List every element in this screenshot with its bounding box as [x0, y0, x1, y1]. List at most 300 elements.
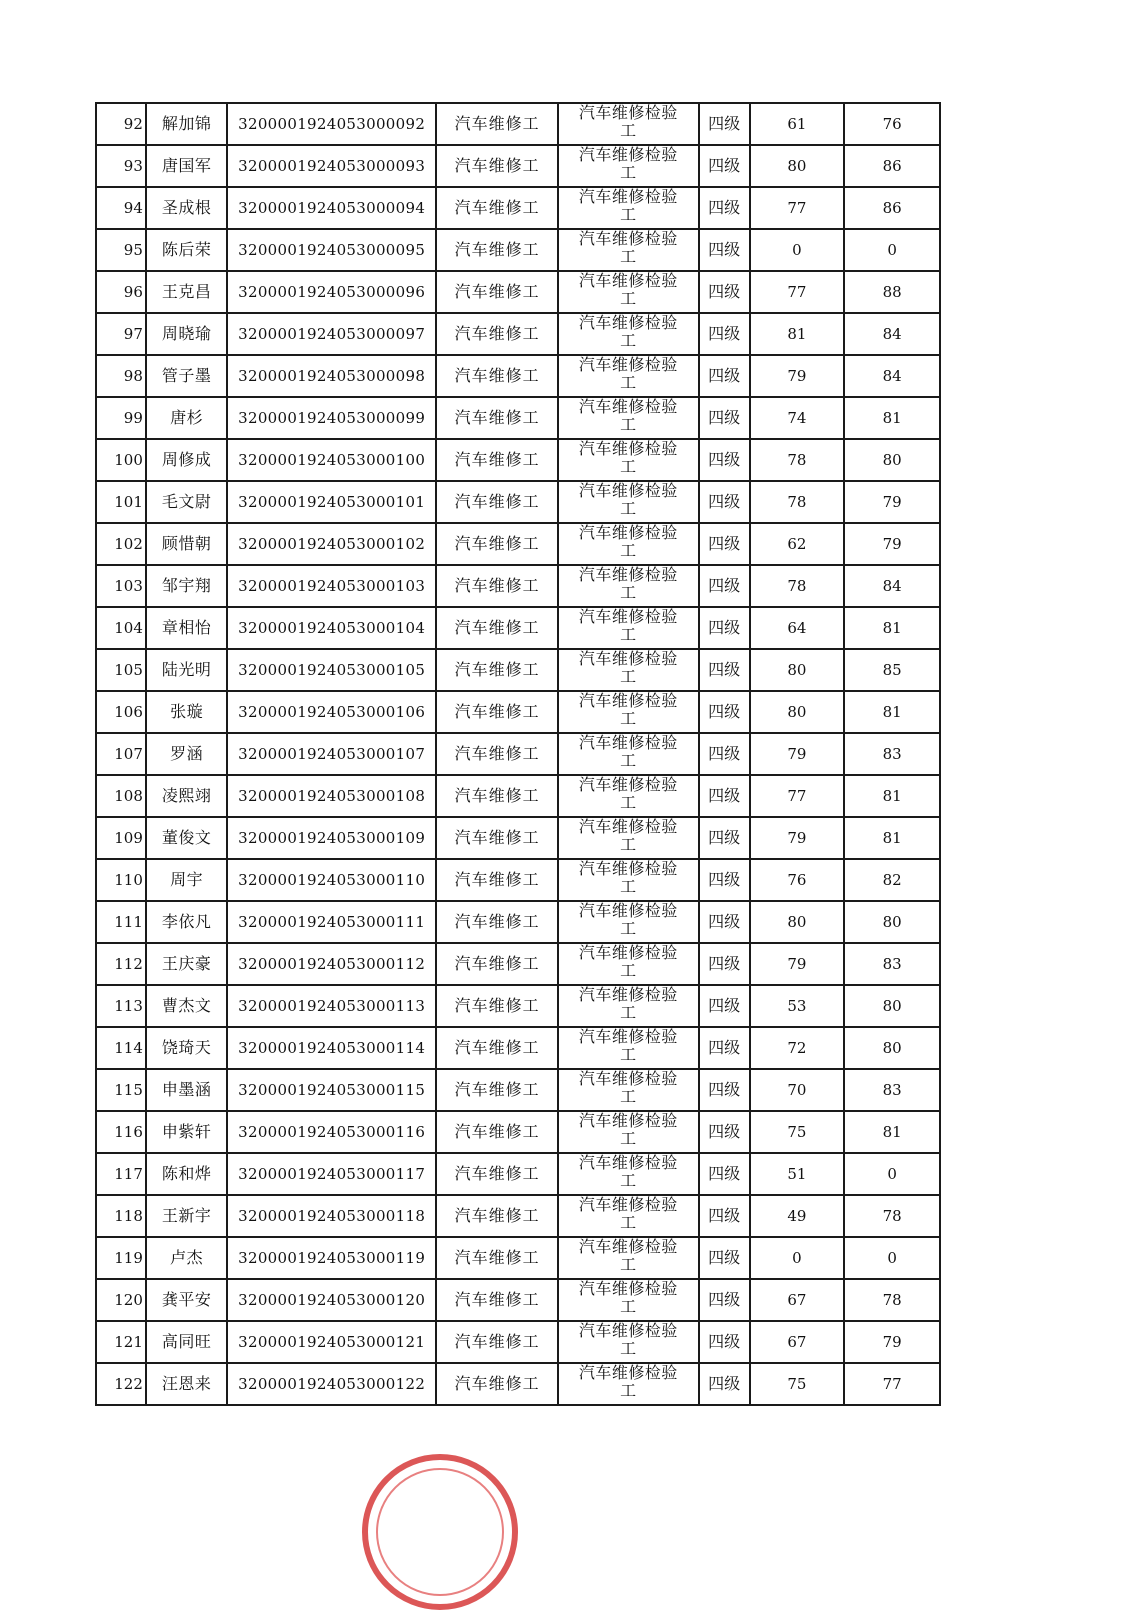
job-line-1: 汽车维修检验 — [578, 691, 678, 710]
cell-job — [558, 1279, 698, 1321]
cell-level: 四级 — [699, 187, 750, 229]
cell-level: 四级 — [699, 985, 750, 1027]
cell-theory-score: 80 — [750, 145, 845, 187]
cell-cert-id: 3200001924053000115 — [227, 1069, 436, 1111]
job-line-1: 汽车维修检验 — [578, 103, 678, 122]
cell-level: 四级 — [699, 1321, 750, 1363]
cell-theory-score: 79 — [750, 733, 845, 775]
cell-occupation: 汽车维修工 — [436, 775, 558, 817]
cell-seq: 111 — [96, 901, 146, 943]
cell-occupation: 汽车维修工 — [436, 607, 558, 649]
cell-occupation: 汽车维修工 — [436, 817, 558, 859]
cell-cert-id: 3200001924053000121 — [227, 1321, 436, 1363]
cell-theory-score: 53 — [750, 985, 845, 1027]
job-line-2: 工 — [620, 1297, 637, 1316]
job-line-2: 工 — [620, 1213, 637, 1232]
cell-theory-score: 76 — [750, 859, 845, 901]
cell-practice-score: 84 — [844, 313, 940, 355]
cell-practice-score: 82 — [844, 859, 940, 901]
job-line-2: 工 — [620, 205, 637, 224]
job-line-2: 工 — [620, 247, 637, 266]
job-line-2: 工 — [620, 373, 637, 392]
cell-occupation: 汽车维修工 — [436, 1363, 558, 1405]
cell-theory-score: 64 — [750, 607, 845, 649]
cell-seq: 117 — [96, 1153, 146, 1195]
cell-seq: 121 — [96, 1321, 146, 1363]
cell-occupation: 汽车维修工 — [436, 1153, 558, 1195]
cell-level: 四级 — [699, 1069, 750, 1111]
cell-theory-score: 72 — [750, 1027, 845, 1069]
table-row — [96, 187, 940, 229]
cell-theory-score: 79 — [750, 943, 845, 985]
table-row — [96, 775, 940, 817]
cell-job — [558, 439, 698, 481]
cell-cert-id: 3200001924053000098 — [227, 355, 436, 397]
cell-seq: 114 — [96, 1027, 146, 1069]
table-row — [96, 943, 940, 985]
job-line-2: 工 — [620, 541, 637, 560]
job-line-1: 汽车维修检验 — [578, 481, 678, 500]
cell-cert-id: 3200001924053000108 — [227, 775, 436, 817]
table-row — [96, 1195, 940, 1237]
job-line-1: 汽车维修检验 — [578, 523, 678, 542]
cell-job — [558, 859, 698, 901]
cell-practice-score: 85 — [844, 649, 940, 691]
table-row — [96, 1027, 940, 1069]
job-line-1: 汽车维修检验 — [578, 229, 678, 248]
job-line-2: 工 — [620, 961, 637, 980]
cell-theory-score: 81 — [750, 313, 845, 355]
cell-level: 四级 — [699, 859, 750, 901]
cell-cert-id: 3200001924053000112 — [227, 943, 436, 985]
cell-theory-score: 67 — [750, 1321, 845, 1363]
cell-name: 龚平安 — [146, 1279, 227, 1321]
cell-seq: 116 — [96, 1111, 146, 1153]
cell-theory-score: 67 — [750, 1279, 845, 1321]
table-row — [96, 145, 940, 187]
cell-theory-score: 61 — [750, 103, 845, 145]
cell-seq: 94 — [96, 187, 146, 229]
job-line-1: 汽车维修检验 — [578, 1111, 678, 1130]
cell-theory-score: 49 — [750, 1195, 845, 1237]
job-line-1: 汽车维修检验 — [578, 649, 678, 668]
cell-job — [558, 1195, 698, 1237]
cell-seq: 103 — [96, 565, 146, 607]
job-line-2: 工 — [620, 1003, 637, 1022]
table-row — [96, 397, 940, 439]
cell-occupation: 汽车维修工 — [436, 439, 558, 481]
cell-theory-score: 77 — [750, 775, 845, 817]
cell-name: 李依凡 — [146, 901, 227, 943]
cell-practice-score: 84 — [844, 565, 940, 607]
cell-cert-id: 3200001924053000113 — [227, 985, 436, 1027]
cell-theory-score: 78 — [750, 439, 845, 481]
table-row — [96, 607, 940, 649]
job-line-1: 汽车维修检验 — [578, 187, 678, 206]
table-row — [96, 1111, 940, 1153]
cell-practice-score: 81 — [844, 1111, 940, 1153]
table-row — [96, 229, 940, 271]
cell-practice-score: 79 — [844, 1321, 940, 1363]
job-line-2: 工 — [620, 1255, 637, 1274]
table-row — [96, 271, 940, 313]
job-line-1: 汽车维修检验 — [578, 901, 678, 920]
cell-cert-id: 3200001924053000109 — [227, 817, 436, 859]
cell-seq: 112 — [96, 943, 146, 985]
seal-clip — [340, 1470, 540, 1610]
cell-practice-score: 80 — [844, 439, 940, 481]
table-row — [96, 901, 940, 943]
cell-job — [558, 187, 698, 229]
cell-cert-id: 3200001924053000103 — [227, 565, 436, 607]
cell-practice-score: 80 — [844, 985, 940, 1027]
job-line-2: 工 — [620, 331, 637, 350]
cell-job — [558, 607, 698, 649]
cell-cert-id: 3200001924053000094 — [227, 187, 436, 229]
cell-theory-score: 79 — [750, 817, 845, 859]
cell-level: 四级 — [699, 355, 750, 397]
cell-seq: 95 — [96, 229, 146, 271]
cell-job — [558, 943, 698, 985]
cell-level: 四级 — [699, 1153, 750, 1195]
cell-theory-score: 75 — [750, 1111, 845, 1153]
cell-practice-score: 81 — [844, 691, 940, 733]
job-line-2: 工 — [620, 415, 637, 434]
cell-practice-score: 84 — [844, 355, 940, 397]
job-line-2: 工 — [620, 457, 637, 476]
job-line-1: 汽车维修检验 — [578, 439, 678, 458]
cell-name: 周晓瑜 — [146, 313, 227, 355]
cell-occupation: 汽车维修工 — [436, 145, 558, 187]
cell-cert-id: 3200001924053000097 — [227, 313, 436, 355]
cell-level: 四级 — [699, 145, 750, 187]
cell-level: 四级 — [699, 229, 750, 271]
cell-job — [558, 1321, 698, 1363]
cell-seq: 105 — [96, 649, 146, 691]
cell-theory-score: 80 — [750, 649, 845, 691]
cell-theory-score: 79 — [750, 355, 845, 397]
cell-cert-id: 3200001924053000111 — [227, 901, 436, 943]
cell-occupation: 汽车维修工 — [436, 1279, 558, 1321]
cell-theory-score: 77 — [750, 187, 845, 229]
cell-job — [558, 775, 698, 817]
cell-occupation: 汽车维修工 — [436, 901, 558, 943]
cell-name: 毛文尉 — [146, 481, 227, 523]
cell-level: 四级 — [699, 817, 750, 859]
table-row — [96, 481, 940, 523]
cell-level: 四级 — [699, 481, 750, 523]
cell-occupation: 汽车维修工 — [436, 985, 558, 1027]
cell-level: 四级 — [699, 1237, 750, 1279]
cell-job — [558, 1363, 698, 1405]
cell-theory-score: 74 — [750, 397, 845, 439]
cell-job — [558, 1111, 698, 1153]
cell-seq: 93 — [96, 145, 146, 187]
table-row — [96, 649, 940, 691]
cell-practice-score: 86 — [844, 145, 940, 187]
job-line-2: 工 — [620, 919, 637, 938]
cell-practice-score: 83 — [844, 943, 940, 985]
cell-job — [558, 1153, 698, 1195]
cell-name: 周宇 — [146, 859, 227, 901]
job-line-2: 工 — [620, 667, 637, 686]
cell-name: 唐杉 — [146, 397, 227, 439]
cell-seq: 106 — [96, 691, 146, 733]
cell-seq: 104 — [96, 607, 146, 649]
cell-name: 曹杰文 — [146, 985, 227, 1027]
cell-job — [558, 733, 698, 775]
cell-job — [558, 397, 698, 439]
cell-practice-score: 83 — [844, 733, 940, 775]
job-line-2: 工 — [620, 835, 637, 854]
cell-practice-score: 83 — [844, 1069, 940, 1111]
job-line-1: 汽车维修检验 — [578, 397, 678, 416]
table-row — [96, 1321, 940, 1363]
table-row — [96, 355, 940, 397]
cell-name: 张璇 — [146, 691, 227, 733]
cell-cert-id: 3200001924053000106 — [227, 691, 436, 733]
cell-job — [558, 565, 698, 607]
table-row — [96, 691, 940, 733]
cell-practice-score: 77 — [844, 1363, 940, 1405]
cell-job — [558, 1237, 698, 1279]
cell-seq: 97 — [96, 313, 146, 355]
cell-theory-score: 0 — [750, 229, 845, 271]
cell-occupation: 汽车维修工 — [436, 271, 558, 313]
cell-name: 圣成根 — [146, 187, 227, 229]
job-line-1: 汽车维修检验 — [578, 817, 678, 836]
cell-seq: 96 — [96, 271, 146, 313]
cell-name: 王克昌 — [146, 271, 227, 313]
cell-cert-id: 3200001924053000116 — [227, 1111, 436, 1153]
cell-occupation: 汽车维修工 — [436, 1321, 558, 1363]
cell-job — [558, 271, 698, 313]
cell-practice-score: 81 — [844, 397, 940, 439]
cell-cert-id: 3200001924053000102 — [227, 523, 436, 565]
cell-name: 解加锦 — [146, 103, 227, 145]
cell-cert-id: 3200001924053000122 — [227, 1363, 436, 1405]
job-line-1: 汽车维修检验 — [578, 1069, 678, 1088]
cell-job — [558, 355, 698, 397]
cell-practice-score: 78 — [844, 1195, 940, 1237]
job-line-2: 工 — [620, 163, 637, 182]
cell-occupation: 汽车维修工 — [436, 397, 558, 439]
cell-cert-id: 3200001924053000118 — [227, 1195, 436, 1237]
cell-job — [558, 691, 698, 733]
cell-name: 唐国军 — [146, 145, 227, 187]
cell-seq: 108 — [96, 775, 146, 817]
cell-level: 四级 — [699, 439, 750, 481]
cell-name: 陆光明 — [146, 649, 227, 691]
table-row — [96, 1363, 940, 1405]
cell-job — [558, 523, 698, 565]
cell-theory-score: 51 — [750, 1153, 845, 1195]
job-line-1: 汽车维修检验 — [578, 1279, 678, 1298]
cell-level: 四级 — [699, 607, 750, 649]
cell-name: 邹宇翔 — [146, 565, 227, 607]
cell-name: 饶琦天 — [146, 1027, 227, 1069]
cell-occupation: 汽车维修工 — [436, 229, 558, 271]
cell-practice-score: 80 — [844, 1027, 940, 1069]
cell-name: 申墨涵 — [146, 1069, 227, 1111]
job-line-2: 工 — [620, 751, 637, 770]
cell-cert-id: 3200001924053000114 — [227, 1027, 436, 1069]
cell-practice-score: 88 — [844, 271, 940, 313]
table-row — [96, 985, 940, 1027]
job-line-2: 工 — [620, 793, 637, 812]
results-sheet — [95, 102, 941, 1406]
cell-occupation: 汽车维修工 — [436, 1027, 558, 1069]
cell-seq: 109 — [96, 817, 146, 859]
job-line-1: 汽车维修检验 — [578, 1237, 678, 1256]
cell-job — [558, 1069, 698, 1111]
cell-level: 四级 — [699, 649, 750, 691]
job-line-1: 汽车维修检验 — [578, 313, 678, 332]
cell-level: 四级 — [699, 691, 750, 733]
cell-name: 卢杰 — [146, 1237, 227, 1279]
cell-cert-id: 3200001924053000104 — [227, 607, 436, 649]
table-row — [96, 733, 940, 775]
cell-level: 四级 — [699, 1111, 750, 1153]
cell-cert-id: 3200001924053000095 — [227, 229, 436, 271]
cell-practice-score: 80 — [844, 901, 940, 943]
cell-practice-score: 79 — [844, 523, 940, 565]
job-line-2: 工 — [620, 1045, 637, 1064]
cell-cert-id: 3200001924053000105 — [227, 649, 436, 691]
job-line-1: 汽车维修检验 — [578, 1195, 678, 1214]
job-line-1: 汽车维修检验 — [578, 1027, 678, 1046]
table-row — [96, 817, 940, 859]
cell-seq: 101 — [96, 481, 146, 523]
cell-name: 陈后荣 — [146, 229, 227, 271]
cell-occupation: 汽车维修工 — [436, 103, 558, 145]
job-line-2: 工 — [620, 499, 637, 518]
cell-theory-score: 75 — [750, 1363, 845, 1405]
job-line-2: 工 — [620, 583, 637, 602]
cell-occupation: 汽车维修工 — [436, 859, 558, 901]
job-line-1: 汽车维修检验 — [578, 859, 678, 878]
cell-seq: 100 — [96, 439, 146, 481]
cell-practice-score: 81 — [844, 817, 940, 859]
table-row — [96, 565, 940, 607]
cell-level: 四级 — [699, 565, 750, 607]
cell-job — [558, 1027, 698, 1069]
cell-occupation: 汽车维修工 — [436, 691, 558, 733]
cell-level: 四级 — [699, 901, 750, 943]
job-line-2: 工 — [620, 709, 637, 728]
cell-theory-score: 70 — [750, 1069, 845, 1111]
cell-practice-score: 76 — [844, 103, 940, 145]
cell-theory-score: 78 — [750, 481, 845, 523]
cell-seq: 110 — [96, 859, 146, 901]
cell-practice-score: 81 — [844, 775, 940, 817]
cell-occupation: 汽车维修工 — [436, 733, 558, 775]
cell-seq: 98 — [96, 355, 146, 397]
cell-level: 四级 — [699, 775, 750, 817]
cell-occupation: 汽车维修工 — [436, 649, 558, 691]
cell-cert-id: 3200001924053000100 — [227, 439, 436, 481]
cell-job — [558, 313, 698, 355]
job-line-2: 工 — [620, 625, 637, 644]
cell-seq: 92 — [96, 103, 146, 145]
cell-occupation: 汽车维修工 — [436, 313, 558, 355]
cell-seq: 120 — [96, 1279, 146, 1321]
cell-practice-score: 0 — [844, 1237, 940, 1279]
job-line-2: 工 — [620, 121, 637, 140]
job-line-1: 汽车维修检验 — [578, 1363, 678, 1382]
table-row — [96, 439, 940, 481]
cell-job — [558, 229, 698, 271]
cell-name: 汪恩来 — [146, 1363, 227, 1405]
cell-occupation: 汽车维修工 — [436, 1195, 558, 1237]
table-row — [96, 523, 940, 565]
cell-name: 董俊文 — [146, 817, 227, 859]
cell-theory-score: 77 — [750, 271, 845, 313]
cell-job — [558, 145, 698, 187]
cell-theory-score: 80 — [750, 901, 845, 943]
job-line-2: 工 — [620, 1381, 637, 1400]
job-line-1: 汽车维修检验 — [578, 607, 678, 626]
table-row — [96, 103, 940, 145]
cell-level: 四级 — [699, 1363, 750, 1405]
cell-occupation: 汽车维修工 — [436, 943, 558, 985]
cell-seq: 119 — [96, 1237, 146, 1279]
cell-cert-id: 3200001924053000099 — [227, 397, 436, 439]
table-row — [96, 1279, 940, 1321]
cell-level: 四级 — [699, 523, 750, 565]
cell-occupation: 汽车维修工 — [436, 1069, 558, 1111]
cell-occupation: 汽车维修工 — [436, 481, 558, 523]
cell-cert-id: 3200001924053000092 — [227, 103, 436, 145]
job-line-1: 汽车维修检验 — [578, 355, 678, 374]
cell-level: 四级 — [699, 103, 750, 145]
cell-practice-score: 86 — [844, 187, 940, 229]
cell-occupation: 汽车维修工 — [436, 355, 558, 397]
table-row — [96, 313, 940, 355]
job-line-1: 汽车维修检验 — [578, 1153, 678, 1172]
cell-name: 王庆豪 — [146, 943, 227, 985]
cell-seq: 102 — [96, 523, 146, 565]
cell-job — [558, 817, 698, 859]
table-row — [96, 1237, 940, 1279]
cell-level: 四级 — [699, 1027, 750, 1069]
cell-name: 周修成 — [146, 439, 227, 481]
job-line-2: 工 — [620, 1087, 637, 1106]
cell-seq: 113 — [96, 985, 146, 1027]
cell-theory-score: 78 — [750, 565, 845, 607]
cell-theory-score: 62 — [750, 523, 845, 565]
job-line-1: 汽车维修检验 — [578, 985, 678, 1004]
cell-job — [558, 901, 698, 943]
cell-name: 高同旺 — [146, 1321, 227, 1363]
cell-occupation: 汽车维修工 — [436, 187, 558, 229]
cell-job — [558, 985, 698, 1027]
cell-job — [558, 103, 698, 145]
cell-job — [558, 649, 698, 691]
cell-seq: 107 — [96, 733, 146, 775]
job-line-2: 工 — [620, 1339, 637, 1358]
cell-cert-id: 3200001924053000120 — [227, 1279, 436, 1321]
job-line-1: 汽车维修检验 — [578, 1321, 678, 1340]
cell-level: 四级 — [699, 1279, 750, 1321]
cell-theory-score: 0 — [750, 1237, 845, 1279]
cell-name: 章相怡 — [146, 607, 227, 649]
cell-seq: 99 — [96, 397, 146, 439]
cell-cert-id: 3200001924053000107 — [227, 733, 436, 775]
cell-name: 王新宇 — [146, 1195, 227, 1237]
cell-occupation: 汽车维修工 — [436, 1237, 558, 1279]
cell-practice-score: 81 — [844, 607, 940, 649]
